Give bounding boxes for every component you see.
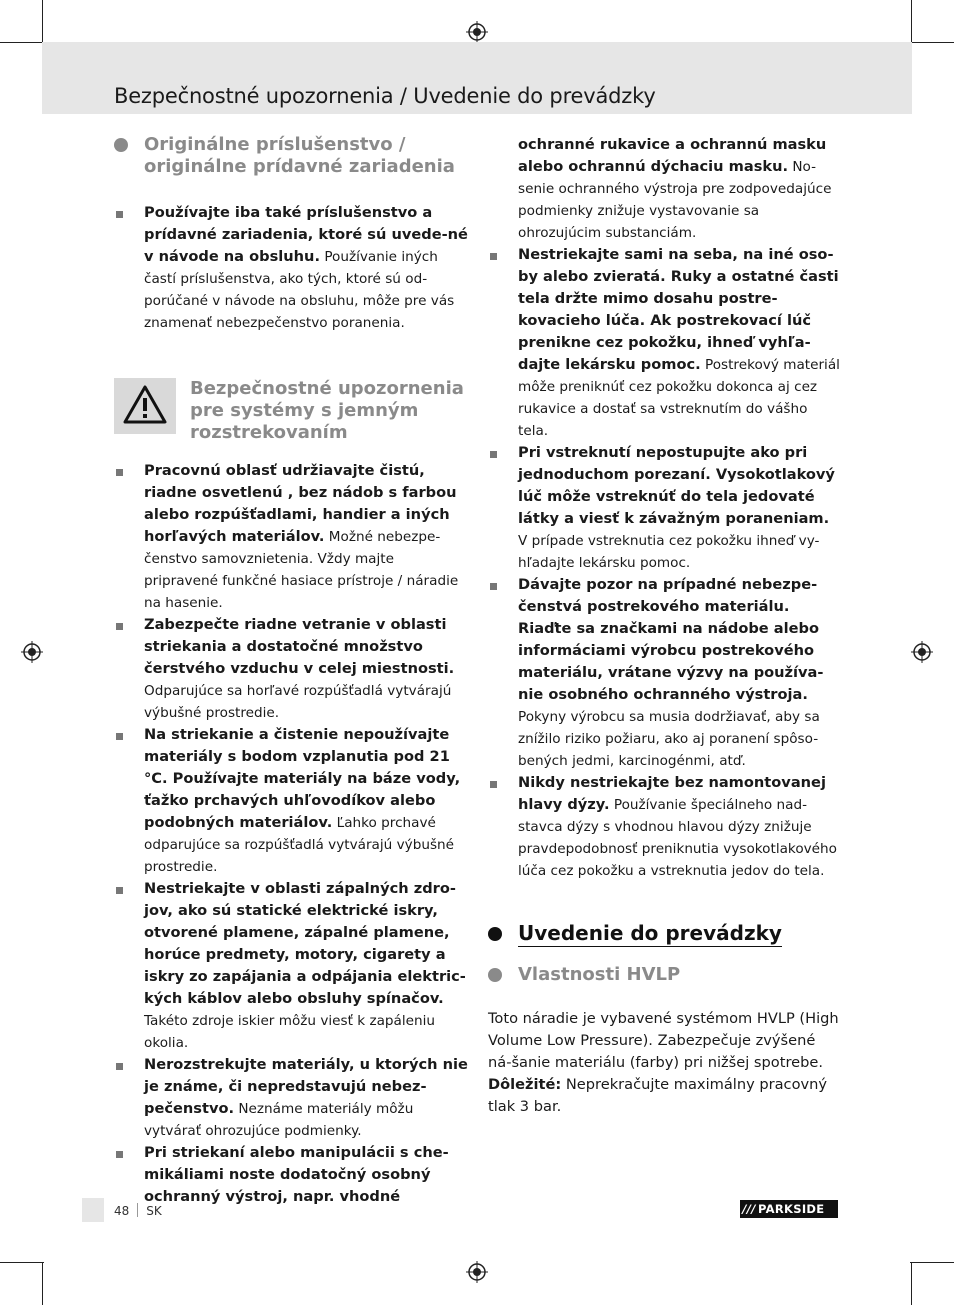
square-bullet-icon [116,1151,123,1158]
registration-mark-icon [21,641,43,663]
item-text: V prípade vstreknutia cez pokožku ihneď vy-hľadajte lekársku pomoc. [518,533,820,571]
item-text: No-senie ochranného výstroja pre zodpovedajúce podmienky znižuje vystavovanie sa ohrozujúcim substanciám. [518,159,832,241]
list-item [488,442,840,574]
item-text: Neznáme materiály môžu vytvárať ohrozujúce podmienky. [144,1101,414,1139]
section-heading-text: Uvedenie do prevádzky [518,921,782,945]
left-column [114,134,468,1208]
list-item [114,878,468,1054]
warning-heading: Bezpečnostné upozornenia pre systémy s jemným rozstrekovaním [190,378,464,443]
important-text: Neprekračujte maximálny pracovný tlak 3 bar. [488,1076,828,1115]
section-heading-text: Vlastnosti HVLP [518,964,681,985]
item-bold-text: Na striekanie a čistenie nepoužívajte materiály s bodom vzplanutia pod 21 °C. Používajte materiály na báze vody, ťažko prchavých uhľovodíkov alebo podobných materiálov. [144,726,461,831]
item-text: Pokyny výrobcu sa musia dodržiavať, aby sa znížilo riziko požiaru, ako aj poranení spôso-bených jedmi, karcinogénmi, atď. [518,709,820,769]
item-bold-text: Používajte iba také príslušenstvo a prídavné zariadenia, ktoré sú uvede-né v návode na obsluhu. [144,204,468,265]
square-bullet-icon [116,733,123,740]
square-bullet-icon [490,781,497,788]
square-bullet-icon [116,887,123,894]
list-item [114,202,468,334]
section-heading-text: Originálne príslušenstvo / originálne prídavné zariadenia [144,134,455,177]
item-bold-text: Pracovnú oblasť udržiavajte čistú, riadne osvetlenú , bez nádob s farbou alebo rozpúšťadlami, handier a iných horľavých materiálov. [144,462,457,545]
item-text: Možné nebezpe-čenstvo samovznietenia. Vždy majte pripravené funkčné hasiace prístroje / náradie na hasenie. [144,529,459,611]
footer-tab [82,1198,104,1222]
item-bold-text: Nikdy nestriekajte bez namontovanej hlavy dýzy. [518,774,826,813]
bullet-dot-icon [114,138,128,152]
bullet-dot-icon [488,968,502,982]
list-item [114,1054,468,1142]
list-item [114,460,468,614]
language-code: SK [146,1204,162,1218]
list-item [114,614,468,724]
registration-mark-icon [911,641,933,663]
crop-mark [910,42,954,43]
logo-text: PARKSIDE [758,1202,825,1216]
list-item [114,1142,468,1208]
crop-mark [42,1262,43,1305]
hvlp-paragraph [488,1008,840,1118]
square-bullet-icon [490,451,497,458]
item-bold-text: Dávajte pozor na prípadné nebezpe-čenstvá postrekového materiálu. Riaďte sa značkami na nádobe alebo informáciami výrobcu postrekového materiálu, vrátane výzvy na používa-nie osobného ochranného výstroja. [518,576,824,703]
list-item [488,772,840,882]
item-bold-text: Zabezpečte riadne vetranie v oblasti striekania a dostatočné množstvo čerstvého vzduchu v celej miestnosti. [144,616,455,677]
item-bold-text: Nestriekajte sami na seba, na iné oso-by alebo zvieratá. Ruky a ostatné časti tela držte mimo dosahu postre-kovacieho lúča. Ak postrekovací lúč prenikne cez pokožku, ihneď vyhľa-dajte lekársku pomoc. [518,246,839,373]
important-label: Dôležité: [488,1076,562,1093]
list-item-continued [488,134,840,244]
paragraph-text: Toto náradie je vybavené systémom HVLP (High Volume Low Pressure). Zabezpečuje zvýšené ná-šanie materiálu (farby) pri nižšej spotrebe. [488,1010,839,1071]
bullet-dot-icon [488,927,502,941]
footer-separator [137,1203,138,1217]
item-text: Používanie iných častí príslušenstva, ako tých, ktoré sú od-porúčané v návode na obsluhu, môže pre vás znamenať nebezpečenstvo poranenia. [144,249,455,331]
crop-mark [911,1262,912,1305]
item-bold-text: Pri vstreknutí nepostupujte ako pri jednoduchom porezaní. Vysokotlakový lúč môže vstreknúť do tela jedovaté látky a viesť k závažným poraneniam. [518,444,835,527]
list-item [114,724,468,878]
item-bold-text: ochranné rukavice a ochrannú masku alebo ochrannú dýchaciu masku. [518,136,827,175]
list-item [488,574,840,772]
section-heading-commissioning [488,922,840,944]
square-bullet-icon [116,623,123,630]
section-heading-accessories [114,134,468,178]
crop-mark [0,42,44,43]
item-text: Postrekový materiál môže preniknúť cez pokožku dokonca aj cez rukavice a dostať sa vstreknutím do vášho tela. [518,357,840,439]
footer-pagination [114,1203,162,1218]
item-text: Používanie špeciálneho nad-stavca dýzy s vhodnou hlavou dýzy znižuje pravdepodobnosť preniknutia vysokotlakového lúča cez pokožku a vstreknutia jedov do tela. [518,797,837,879]
item-bold-text: Nestriekajte v oblasti zápalných zdro-jov, ako sú statické elektrické iskry, otvorené plamene, zápalné plamene, horúce predmety, motory, cigarety a iskry zo zapájania a odpájania elektric-kých káblov alebo obsluhy spínačov. [144,880,466,1007]
registration-mark-icon [466,1261,488,1283]
item-bold-text: Pri striekaní alebo manipulácii s che-mikáliami noste dodatočný osobný ochranný výstroj, napr. vhodné [144,1144,449,1205]
crop-mark [910,1262,954,1263]
square-bullet-icon [490,583,497,590]
registration-mark-icon [466,21,488,43]
square-bullet-icon [490,253,497,260]
list-item [488,244,840,442]
crop-mark [42,0,43,44]
item-text: Odparujúce sa horľavé rozpúšťadlá vytvárajú výbušné prostredie. [144,683,452,721]
crop-mark [0,1262,44,1263]
logo-slashes-icon: /// [742,1202,756,1216]
section-heading-hvlp [488,964,840,986]
parkside-logo [740,1200,838,1218]
square-bullet-icon [116,1063,123,1070]
item-bold-text: Nerozstrekujte materiály, u ktorých nie je známe, či nepredstavujú nebez-pečenstvo. [144,1056,468,1117]
square-bullet-icon [116,211,123,218]
item-text: Takéto zdroje iskier môžu viesť k zapáleniu okolia. [144,1013,436,1051]
square-bullet-icon [116,469,123,476]
page-number: 48 [114,1204,130,1218]
right-column [488,134,840,1118]
warning-triangle-icon [122,384,168,426]
crop-mark [911,0,912,44]
item-text: Ľahko prchavé odparujúce sa rozpúšťadlá vytvárajú výbušné prostredie. [144,815,455,875]
page-title: Bezpečnostné upozornenia / Uvedenie do prevádzky [114,84,656,108]
